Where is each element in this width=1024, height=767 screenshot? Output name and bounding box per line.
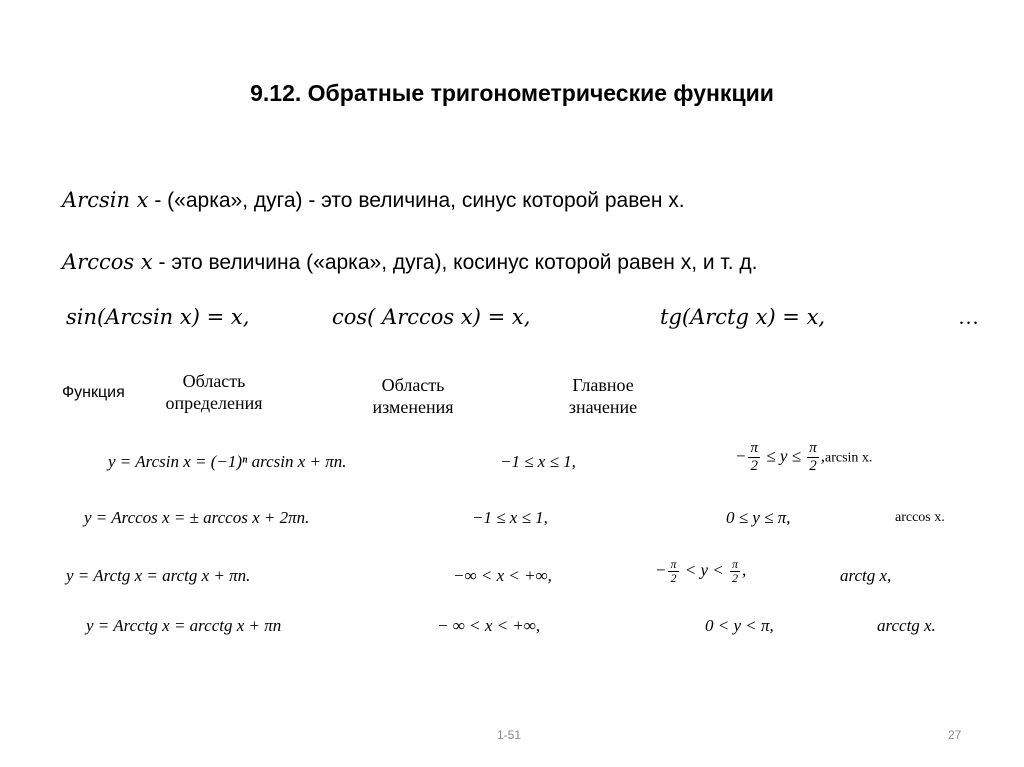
row-arccos-principal: arccos x. (895, 510, 945, 525)
row-arctg-function: y = Arctg x = arctg x + πn. (66, 566, 251, 585)
row-arcctg-domain: − ∞ < x < +∞, (437, 616, 541, 635)
row-arccos-function: y = Arccos x = ± arccos x + 2πn. (84, 508, 310, 527)
row-arcsin-function: y = Arcsin x = (−1)ⁿ arcsin x + πn. (108, 452, 347, 471)
definition-arcsin (62, 188, 685, 213)
row-arccos-domain: −1 ≤ x ≤ 1, (472, 508, 548, 527)
page-number: 27 (948, 728, 962, 742)
identity-cos: cos( Arccos x) = x, (332, 305, 531, 329)
math-term: Arccos x (62, 250, 153, 274)
row-arctg-principal: arctg x, (840, 566, 892, 585)
definition-text: - это величина («арка», дуга), косинус которой равен х, и т. д. (152, 251, 758, 274)
header-function: Функция (62, 384, 125, 401)
header-domain: Область определения (165, 371, 263, 413)
slide-title: 9.12. Обратные тригонометрические функции (250, 80, 774, 106)
row-arcctg-principal: arcctg x. (877, 616, 936, 635)
row-arcsin-domain: −1 ≤ x ≤ 1, (500, 452, 576, 471)
row-arcctg-range: 0 < y < π, (705, 616, 774, 635)
row-arctg-range: − $\frac{\pi}{2}$ < y < $\frac{\pi}{2}$ , (655, 557, 747, 585)
row-arcsin-principal: arcsin x. (824, 450, 873, 466)
definition-text: - («арка», дуга) - это величина, синус которой равен х. (148, 189, 685, 212)
identity-tg: tg(Arctg x) = x, (660, 305, 826, 329)
header-range: Область изменения (372, 375, 454, 417)
identity-sin: sin(Arcsin x) = x, (66, 305, 250, 329)
row-arccos-range: 0 ≤ y ≤ π, (726, 508, 791, 527)
row-arcsin-range: − $\frac{\pi}{2}$ ≤ y ≤ $\frac{\pi}{2}$ ,arcsin x. (735, 440, 873, 474)
ellipsis: … (958, 305, 979, 329)
row-arctg-domain: −∞ < x < +∞, (453, 566, 552, 585)
footer-label: 1-51 (497, 728, 522, 742)
definition-arccos (62, 250, 757, 275)
header-principal: Главное значение (568, 375, 638, 417)
math-term: Arcsin x (62, 188, 149, 212)
row-arcctg-function: y = Arcctg x = arcctg x + πn (86, 616, 282, 635)
